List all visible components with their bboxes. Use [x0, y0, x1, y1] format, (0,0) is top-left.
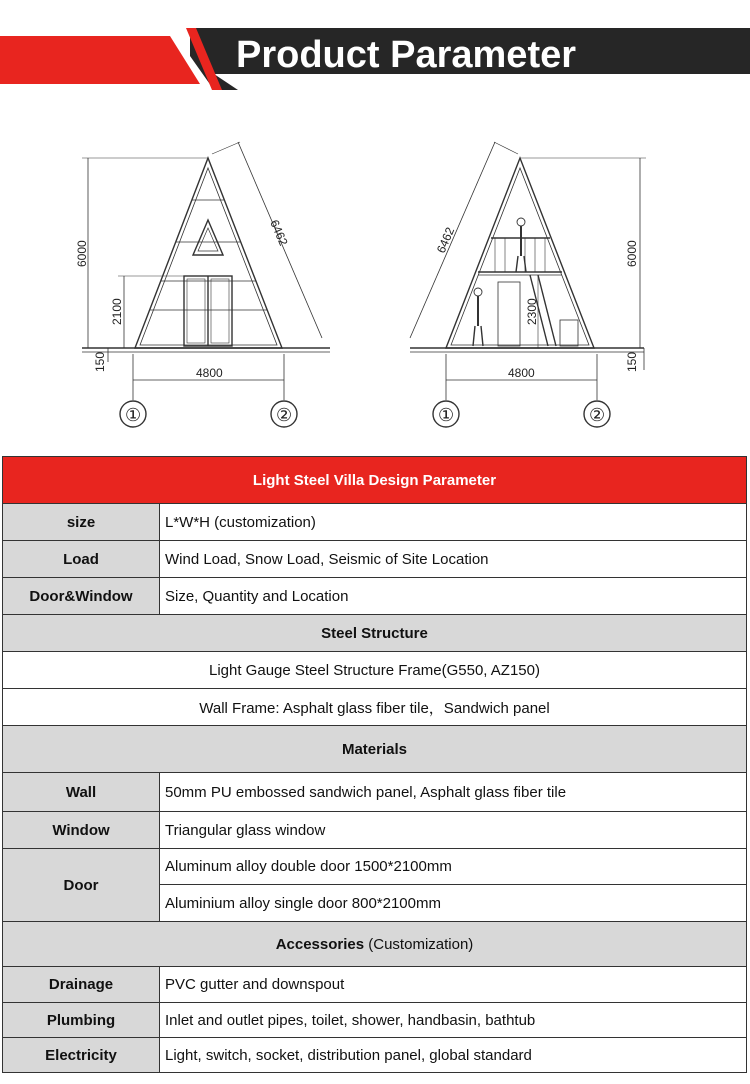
row-value-drainage: PVC gutter and downspout — [160, 967, 747, 1003]
row-value-wall: 50mm PU embossed sandwich panel, Asphalt glass fiber tile — [160, 773, 747, 812]
accessories-note: (Customization) — [368, 935, 474, 953]
row-label-plumbing: Plumbing — [3, 1003, 160, 1038]
row-label-window: Window — [3, 812, 160, 849]
row-value-door-1: Aluminum alloy double door 1500*2100mm — [160, 849, 747, 885]
section-axis-right: ② — [589, 405, 606, 426]
parameter-table — [2, 456, 747, 1073]
table-row — [3, 578, 747, 615]
section-height-label: 6000 — [625, 240, 639, 267]
row-label-size: size — [3, 504, 160, 541]
table-row — [3, 812, 747, 849]
front-base-label: 150 — [93, 351, 107, 372]
section-axis-left: ① — [438, 405, 455, 426]
row-label-door-window: Door&Window — [3, 578, 160, 615]
front-diagonal-label: 6462 — [267, 217, 291, 248]
accessories-title: Accessories — [275, 935, 365, 953]
front-width-label: 4800 — [196, 366, 223, 380]
table-row — [3, 541, 747, 578]
table-row — [3, 849, 747, 885]
section-accessories — [3, 922, 747, 967]
row-label-door: Door — [3, 849, 160, 922]
section-width-label: 4800 — [508, 366, 535, 380]
row-value-door-2: Aluminium alloy single door 800*2100mm — [160, 885, 747, 922]
row-value-load: Wind Load, Snow Load, Seismic of Site Location — [160, 541, 747, 578]
table-row — [3, 1003, 747, 1038]
steel-line-2: Wall Frame: Asphalt glass fiber tile，Sandwich panel — [3, 689, 747, 726]
table-row — [3, 967, 747, 1003]
row-value-electricity: Light, switch, socket, distribution panel, global standard — [160, 1038, 747, 1073]
steel-line-1: Light Gauge Steel Structure Frame(G550, AZ150) — [3, 652, 747, 689]
front-elevation — [82, 142, 330, 427]
table-title: Light Steel Villa Design Parameter — [3, 457, 747, 504]
row-label-wall: Wall — [3, 773, 160, 812]
row-label-load: Load — [3, 541, 160, 578]
elevation-drawings — [0, 130, 750, 440]
banner-title: Product Parameter — [236, 34, 577, 76]
table-row — [3, 773, 747, 812]
front-axis-right: ② — [276, 405, 293, 426]
row-value-window: Triangular glass window — [160, 812, 747, 849]
row-label-electricity: Electricity — [3, 1038, 160, 1073]
section-elevation — [410, 142, 646, 427]
header-banner — [0, 28, 750, 90]
section-floor-height-label: 2300 — [525, 298, 539, 325]
front-axis-left: ① — [125, 405, 142, 426]
section-steel-structure: Steel Structure — [3, 615, 747, 652]
table-row — [3, 504, 747, 541]
row-value-plumbing: Inlet and outlet pipes, toilet, shower, handbasin, bathtub — [160, 1003, 747, 1038]
table-row — [3, 1038, 747, 1073]
row-value-door-window: Size, Quantity and Location — [160, 578, 747, 615]
row-value-size: L*W*H (customization) — [160, 504, 747, 541]
front-height-label: 6000 — [75, 240, 89, 267]
section-materials: Materials — [3, 726, 747, 773]
front-door-height-label: 2100 — [110, 298, 124, 325]
section-base-label: 150 — [625, 351, 639, 372]
row-label-drainage: Drainage — [3, 967, 160, 1003]
section-diagonal-label: 6462 — [433, 225, 458, 256]
